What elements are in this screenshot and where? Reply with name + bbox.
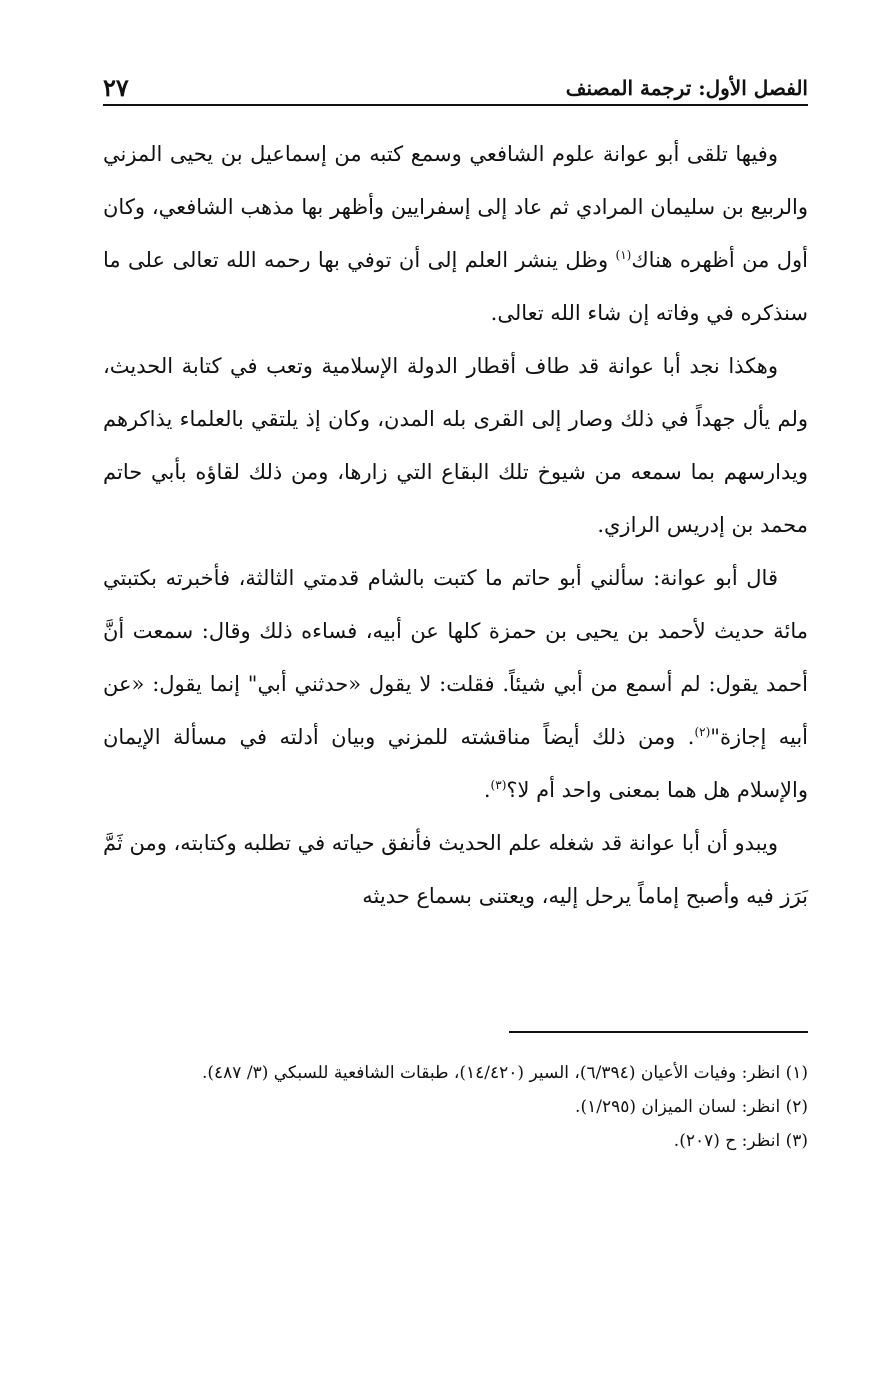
paragraph-1	[103, 128, 808, 340]
paragraph-text: وهكذا نجد أبا عوانة قد طاف أقطار الدولة الإسلامية وتعب في كتابة الحديث، ولم يأل جهداً في ذلك وصار إلى القرى بله المدن، وكان إذ يلتقي بالعلماء يذاكرهم ويدارسهم بما سمعه من شيوخ تلك البقاع التي زارها، ومن ذلك لقاؤه بأبي حاتم محمد بن إدريس الرازي.	[103, 354, 808, 537]
footnote-marker-1: (١)	[615, 248, 632, 262]
paragraph-text: وفيها تلقى أبو عوانة علوم الشافعي وسمع كتبه من إسماعيل بن يحيى المزني والربيع بن سليمان المرادي ثم عاد إلى إسفرايين وأظهر بها مذهب الشافعي، وكان أول من أظهره هناك	[103, 142, 808, 272]
running-header	[103, 70, 808, 106]
paragraph-text: .	[483, 778, 491, 802]
page-number: ٢٧	[103, 73, 129, 102]
paragraph-text: وظل ينشر العلم إلى أن توفي بها رحمه الله تعالى على ما سنذكره في وفاته إن شاء الله تعالى.	[103, 248, 808, 325]
paragraph-text: قال أبو عوانة: سألني أبو حاتم ما كتبت بالشام قدمتي الثالثة، فأخبرته بكتبتي مائة حديث لأحمد بن يحيى بن حمزة كلها عن أبيه، فساءه ذلك وقال: سمعت أنَّ أحمد يقول: لم أسمع من أبي شيئاً. فقلت: لا يقول «حدثني أبي" إنما يقول: «عن أبيه إجازة"	[103, 566, 809, 749]
footnote-divider	[509, 1031, 808, 1033]
main-text	[103, 128, 808, 923]
paragraph-3	[103, 552, 808, 817]
footnote-2: (٢) انظر: لسان الميزان (١/٢٩٥).	[575, 1097, 808, 1117]
paragraph-text: . ومن ذلك أيضاً مناقشته للمزني وبيان أدلته في مسألة الإيمان والإسلام هل هما بمعنى واحد أم لا؟	[103, 725, 808, 802]
footnote-marker-2: (٢)	[694, 725, 711, 739]
footnote-3: (٣) انظر: ح (٢٠٧).	[673, 1131, 808, 1151]
footnotes	[103, 1056, 808, 1158]
footnote-marker-3: (٣)	[490, 778, 507, 792]
paragraph-2	[103, 340, 808, 552]
footnote-1: (١) انظر: وفيات الأعيان (٦/٣٩٤)، السير (١٤/٤٢٠)، طبقات الشافعية للسبكي (٣/ ٤٨٧).	[201, 1063, 808, 1083]
paragraph-text: ويبدو أن أبا عوانة قد شغله علم الحديث فأنفق حياته في تطلبه وكتابته، ومن ثَمَّ بَرَز فيه وأصبح إماماً يرحل إليه، ويعتنى بسماع حديثه	[102, 831, 808, 908]
chapter-title: الفصل الأول: ترجمة المصنف	[565, 76, 808, 100]
paragraph-4	[103, 817, 808, 923]
